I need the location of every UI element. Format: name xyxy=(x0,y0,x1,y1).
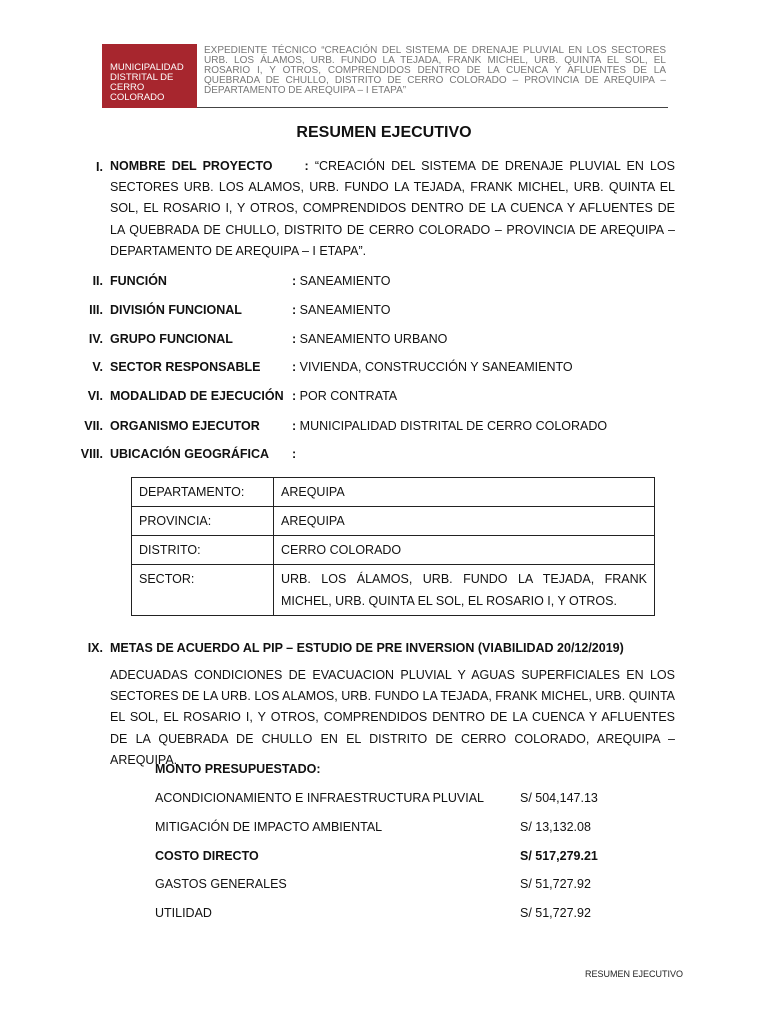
section-colon: : xyxy=(292,274,297,288)
budget-amount: S/ 504,147.13 xyxy=(520,791,598,805)
section-colon: : xyxy=(292,332,297,346)
location-key: PROVINCIA: xyxy=(132,507,274,536)
project-name-text: “CREACIÓN DEL SISTEMA DE DRENAJE PLUVIAL EN LOS SECTORES URB. LOS ALAMOS, URB. FUNDO LA TEJADA, FRANK MICHEL, URB. QUINTA EL SOL, EL ROSARIO I, Y OTROS, COMPRENDIDOS DENTRO DE LA CUENCA Y AFLUENTES DE LA QUEBRADA DE CHULLO, DISTRITO DE CERRO COLORADO – PROVINCIA DE AREQUIPA – DEPARTAMENTO DE AREQUIPA – I ETAPA”. xyxy=(110,159,675,258)
logo-line: DISTRITAL DE xyxy=(110,72,174,83)
section-value: POR CONTRATA xyxy=(299,389,398,403)
section-label: NOMBRE DEL PROYECTO xyxy=(110,159,273,173)
table-row xyxy=(132,536,655,565)
section-number: VII. xyxy=(84,419,103,433)
section-label: ORGANISMO EJECUTOR xyxy=(110,419,260,433)
location-table xyxy=(131,477,655,616)
section-value: SANEAMIENTO xyxy=(299,303,391,317)
logo-line: COLORADO xyxy=(110,92,165,103)
location-value: AREQUIPA xyxy=(274,507,655,536)
section-label: MODALIDAD DE EJECUCIÓN xyxy=(110,389,284,403)
budget-amount: S/ 517,279.21 xyxy=(520,849,598,863)
section-value: SANEAMIENTO URBANO xyxy=(299,332,448,346)
table-row xyxy=(132,565,655,616)
location-key: DISTRITO: xyxy=(132,536,274,565)
section-number: I. xyxy=(96,160,103,174)
section-value: MUNICIPALIDAD DISTRITAL DE CERRO COLORADO xyxy=(299,419,608,433)
section-colon: : xyxy=(292,447,297,461)
table-row xyxy=(132,507,655,536)
section-number: IX. xyxy=(87,641,103,655)
section-colon: : xyxy=(304,159,309,173)
location-value: CERRO COLORADO xyxy=(274,536,655,565)
section-label: UBICACIÓN GEOGRÁFICA xyxy=(110,447,270,461)
section-label: METAS DE ACUERDO AL PIP – ESTUDIO DE PRE INVERSION (VIABILIDAD 20/12/2019) xyxy=(110,641,624,655)
section-number: III. xyxy=(89,303,103,317)
section-colon: : xyxy=(292,360,297,374)
section-colon: : xyxy=(292,389,297,403)
budget-label: GASTOS GENERALES xyxy=(155,877,287,891)
page-title: RESUMEN EJECUTIVO xyxy=(296,124,472,141)
logo-line: CERRO xyxy=(110,82,145,93)
logo-line: MUNICIPALIDAD xyxy=(110,62,184,73)
section-number: VI. xyxy=(87,389,103,403)
budget-label: UTILIDAD xyxy=(155,906,212,920)
table-row xyxy=(132,478,655,507)
budget-line xyxy=(155,791,605,805)
section-value: SANEAMIENTO xyxy=(299,274,391,288)
section-value: VIVIENDA, CONSTRUCCIÓN Y SANEAMIENTO xyxy=(299,360,573,374)
section-number: V. xyxy=(92,360,103,374)
budget-label: COSTO DIRECTO xyxy=(155,849,259,863)
budget-line xyxy=(155,877,605,891)
section-label: SECTOR RESPONSABLE xyxy=(110,360,261,374)
location-key: SECTOR: xyxy=(132,565,274,616)
budget-amount: S/ 51,727.92 xyxy=(520,906,591,920)
budget-label: MITIGACIÓN DE IMPACTO AMBIENTAL xyxy=(155,820,383,834)
municipality-logo-box xyxy=(102,44,197,108)
section-number: VIII. xyxy=(80,447,103,461)
header-divider xyxy=(197,107,668,108)
section-colon: : xyxy=(292,303,297,317)
budget-amount: S/ 51,727.92 xyxy=(520,877,591,891)
section-number: II. xyxy=(92,274,103,288)
project-name-paragraph xyxy=(110,156,675,262)
section-colon: : xyxy=(292,419,297,433)
metas-paragraph: ADECUADAS CONDICIONES DE EVACUACION PLUVIAL Y AGUAS SUPERFICIALES EN LOS SECTORES DE LA URB. LOS ALAMOS, URB. FUNDO LA TEJADA, FRANK MICHEL, URB. QUINTA EL SOL, EL ROSARIO I, Y OTROS, COMPRENDIDOS DENTRO DE LA CUENCA Y AFLUENTES DE LA QUEBRADA DE CHULLO EN EL DISTRITO DE CERRO COLORADO, AREQUIPA – AREQUIPA. xyxy=(110,668,675,767)
budget-title: MONTO PRESUPUESTADO: xyxy=(155,762,321,776)
expediente-header: EXPEDIENTE TÉCNICO “CREACIÓN DEL SISTEMA DE DRENAJE PLUVIAL EN LOS SECTORES URB. LOS ÁLAMOS, URB. FUNDO LA TEJADA, FRANK MICHEL, URB. QUINTA EL SOL, EL ROSARIO I, Y OTROS, COMPRENDIDOS DENTRO DE LA CUENCA Y AFLUENTES DE LA QUEBRADA DE CHULLO, DISTRITO DE CERRO COLORADO – PROVINCIA DE AREQUIPA – DEPARTAMENTO DE AREQUIPA – I ETAPA” xyxy=(204,45,666,96)
location-key: DEPARTAMENTO: xyxy=(132,478,274,507)
budget-line-total xyxy=(155,849,605,863)
page-footer: RESUMEN EJECUTIVO xyxy=(585,969,684,979)
budget-line xyxy=(155,906,605,920)
section-number: IV. xyxy=(88,332,103,346)
budget-amount: S/ 13,132.08 xyxy=(520,820,591,834)
budget-line xyxy=(155,820,605,834)
section-label: GRUPO FUNCIONAL xyxy=(110,332,233,346)
location-value: AREQUIPA xyxy=(274,478,655,507)
budget-label: ACONDICIONAMIENTO E INFRAESTRUCTURA PLUVIAL xyxy=(155,791,484,805)
section-label: DIVISIÓN FUNCIONAL xyxy=(110,303,242,317)
location-value: URB. LOS ÁLAMOS, URB. FUNDO LA TEJADA, FRANK MICHEL, URB. QUINTA EL SOL, EL ROSARIO I, Y OTROS. xyxy=(274,565,655,616)
section-label: FUNCIÓN xyxy=(110,274,167,288)
